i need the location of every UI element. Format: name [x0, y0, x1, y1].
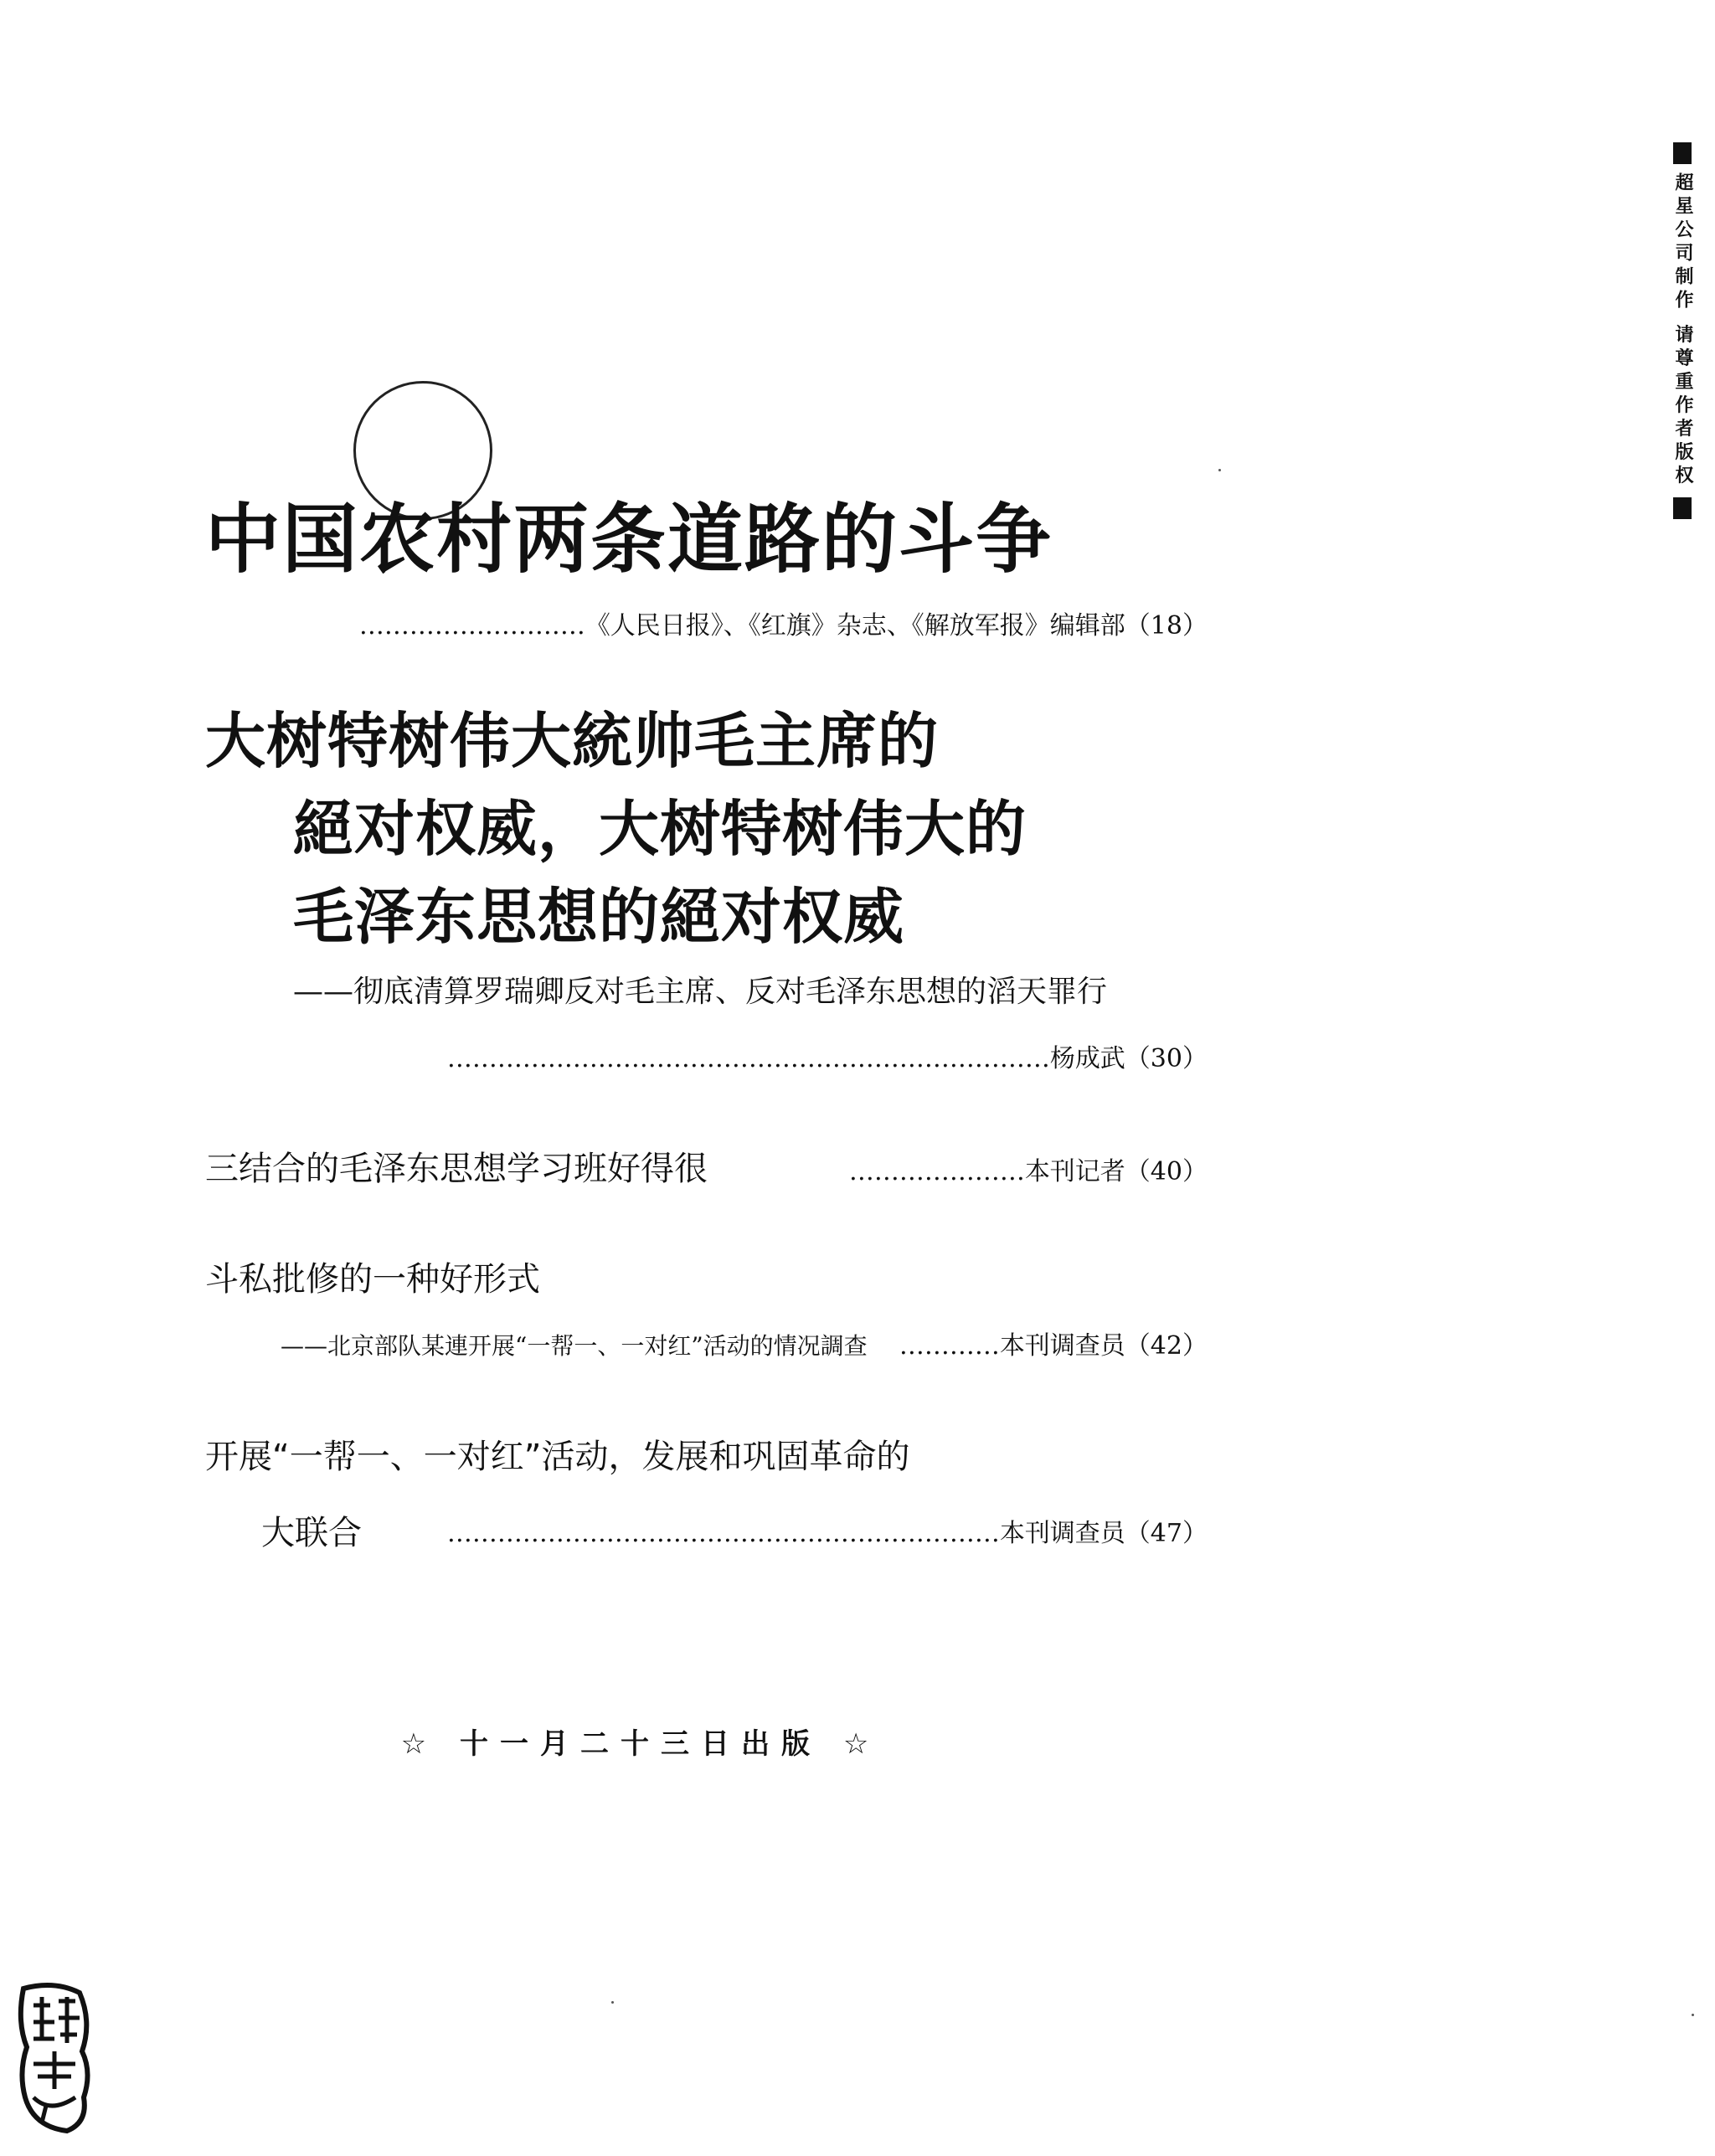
watermark-text: 超星公司制作 请尊重作者版权 — [1672, 172, 1693, 489]
article-byline-2: ………………………………………………………………杨成武（30） — [446, 1044, 1208, 1073]
article-byline-1: ………………………《人民日报》、《红旗》杂志、《解放军报》编辑部（18） — [358, 611, 1208, 641]
article-title-1: 中国农村两条道路的斗争 — [205, 496, 1053, 584]
article-byline-5: …………………………………………………………本刊调查员（47） — [446, 1519, 1208, 1548]
article-byline-3: …………………本刊记者（40） — [848, 1157, 1208, 1186]
scan-speck — [1692, 2014, 1694, 2016]
watermark-bar-top — [1673, 142, 1692, 164]
article-title-2-line-3: 毛泽东思想的絕对权威 — [293, 882, 905, 952]
article-title-5-line-2: 大联合 — [261, 1514, 362, 1552]
article-title-3: 三结合的毛泽东思想学习班好得很 — [205, 1150, 708, 1188]
seal-stamp-logo — [8, 1972, 100, 2139]
article-title-5-line-1: 开展“一帮一、一对红”活动，发展和巩固革命的 — [205, 1438, 910, 1476]
article-subtitle-4: ——北京部队某連开展“一帮一、一对红”活动的情况調查 — [281, 1332, 868, 1360]
watermark-bar-bottom — [1673, 497, 1692, 519]
article-title-2-line-1: 大树特树伟大統帅毛主席的 — [205, 706, 940, 776]
scan-speck — [611, 2001, 614, 2004]
publication-date: ☆ 十一月二十三日出版 ☆ — [400, 1727, 881, 1761]
scan-speck — [1218, 469, 1221, 471]
article-title-2-line-2: 絕对权威，大树特树伟大的 — [293, 794, 1027, 864]
article-title-4: 斗私批修的一种好形式 — [205, 1260, 540, 1299]
copyright-watermark — [1664, 142, 1701, 519]
article-byline-4: …………本刊调查员（42） — [899, 1331, 1208, 1361]
article-subtitle-2: ——彻底清算罗瑞卿反对毛主席、反对毛泽东思想的滔天罪行 — [293, 975, 1108, 1009]
